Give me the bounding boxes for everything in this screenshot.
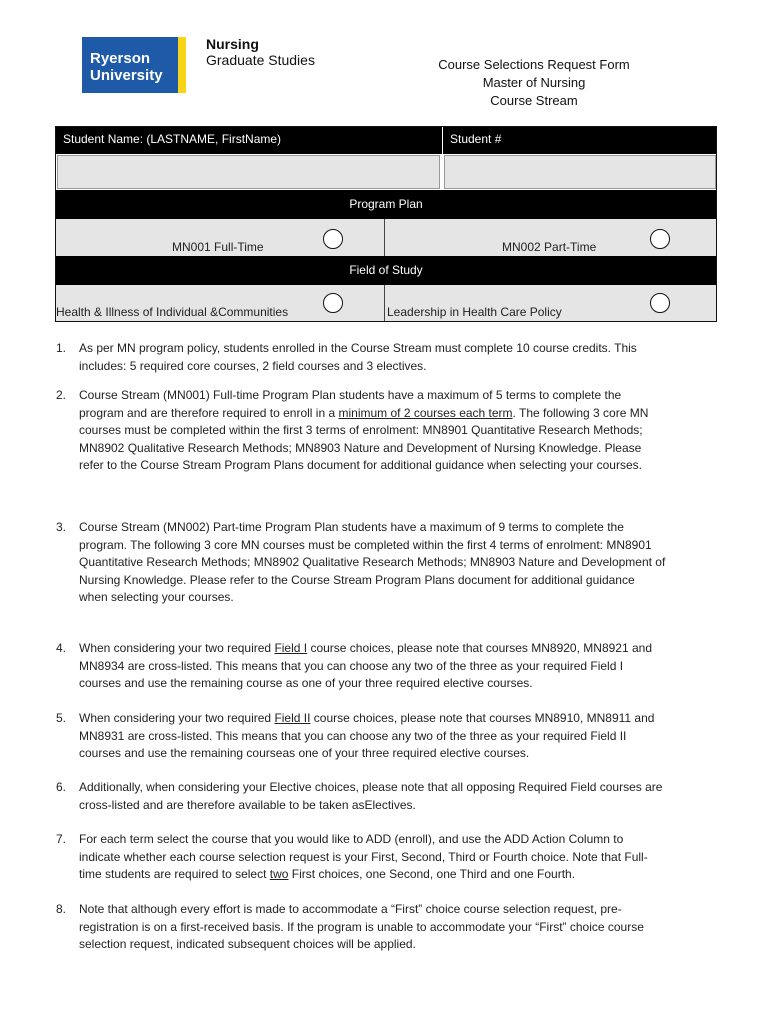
list-item-number: 8. <box>56 902 67 916</box>
list-item-number: 5. <box>56 711 67 725</box>
university-logo <box>82 37 186 93</box>
list-item-number: 3. <box>56 520 67 534</box>
student-header-row <box>56 127 716 154</box>
program-plan-row <box>56 190 716 219</box>
list-item-text: As per MN program policy, students enrolled in the Course Stream must complete 10 course credits. This includes: 5 required core courses, 2 field courses and 3 electives. <box>79 341 637 373</box>
list-item-number: 6. <box>56 780 67 794</box>
department-subtitle: Graduate Studies <box>206 52 315 68</box>
logo-blue-panel <box>82 37 178 93</box>
plan-options-row <box>56 219 716 256</box>
logo-line-2: University <box>90 67 163 84</box>
list-item-number: 4. <box>56 641 67 655</box>
form-subtitle: Master of Nursing <box>482 75 586 90</box>
list-item-text: When considering your two required Field I course choices, please note that courses MN8920, MN8921 and MN8934 are cross-listed. This means that you can choose any two of the three as your required Field I courses and use the remaining course as one of your three required elective courses. <box>79 641 652 690</box>
list-item-number: 2. <box>56 388 67 402</box>
department-name: Nursing <box>206 36 259 52</box>
field-option-health[interactable] <box>56 285 385 321</box>
student-name-field[interactable] <box>57 155 440 189</box>
form-stream: Course Stream <box>490 93 578 108</box>
student-name-label: Student Name: (LASTNAME, FirstName) <box>63 132 282 146</box>
student-number-field[interactable] <box>444 155 716 189</box>
student-info-table <box>55 126 717 322</box>
list-item-number: 7. <box>56 832 67 846</box>
plan-option-fulltime[interactable] <box>56 219 385 256</box>
student-number-label: Student # <box>450 132 502 146</box>
header-divider <box>442 127 443 154</box>
field-leadership-radio[interactable] <box>650 293 670 313</box>
plan-parttime-radio[interactable] <box>650 229 670 249</box>
plan-fulltime-radio[interactable] <box>323 229 343 249</box>
field-of-study-label: Field of Study <box>349 263 423 277</box>
plan-option-parttime[interactable] <box>386 219 716 256</box>
plan-option-parttime-label: MN002 Part-Time <box>502 240 597 254</box>
field-health-radio[interactable] <box>323 293 343 313</box>
list-item-text: Additionally, when considering your Elective choices, please note that all opposing Required Field courses are cross-listed and are therefore available to be taken asElectives. <box>79 780 663 812</box>
field-of-study-row <box>56 256 716 285</box>
list-item-text: Course Stream (MN001) Full-time Program Plan students have a maximum of 5 terms to complete the program and are therefore required to enroll in a minimum of 2 courses each term. The following 3 core MN courses must be completed within the first 3 terms of enrolment: MN8901 Quantitative Research Methods; MN8902 Qualitative Research Methods; MN8903 Nature and Development of Nursing Knowledge. Please refer to the Course Stream Program Plans document for additional guidance when selecting your courses. <box>79 388 649 472</box>
student-input-row <box>56 154 716 190</box>
list-item-text: Course Stream (MN002) Part-time Program Plan students have a maximum of 9 terms to complete the program. The following 3 core MN courses must be completed within the first 4 terms of enrolment: MN8901 Quantitative Research Methods; MN8902 Qualitative Research Methods; MN8903 Nature and Development of Nursing Knowledge. Please refer to the Course Stream Program Plans document for additional guidance when selecting your courses. <box>79 520 666 604</box>
field-options-row <box>56 285 716 321</box>
list-item-text: For each term select the course that you would like to ADD (enroll), and use the ADD Action Column to indicate whether each course selection request is your First, Second, Third or Fourth choice. Note that Full-time students are required to select two First choices, one Second, one Third and one Fourth. <box>79 832 648 881</box>
list-item-text: When considering your two required Field II course choices, please note that courses MN8910, MN8911 and MN8931 are cross-listed. This means that you can choose any two of the three as your required Field II courses and use the remaining courseas one of your three required elective courses. <box>79 711 655 760</box>
list-item-number: 1. <box>56 341 67 355</box>
field-option-health-label: Health & Illness of Individual &Communities <box>56 305 289 319</box>
plan-option-fulltime-label: MN001 Full-Time <box>172 240 264 254</box>
program-plan-label: Program Plan <box>349 197 423 211</box>
logo-line-1: Ryerson <box>90 50 151 67</box>
field-option-leadership-label: Leadership in Health Care Policy <box>387 305 562 319</box>
field-option-leadership[interactable] <box>386 285 716 321</box>
form-title: Course Selections Request Form <box>438 57 630 72</box>
logo-yellow-bar <box>178 37 186 93</box>
list-item-text: Note that although every effort is made to accommodate a “First” choice course selection request, pre-registration is on a first-received basis. If the program is unable to accommodate your “First” choice course selection request, indicated subsequent choices will be applied. <box>79 902 644 951</box>
